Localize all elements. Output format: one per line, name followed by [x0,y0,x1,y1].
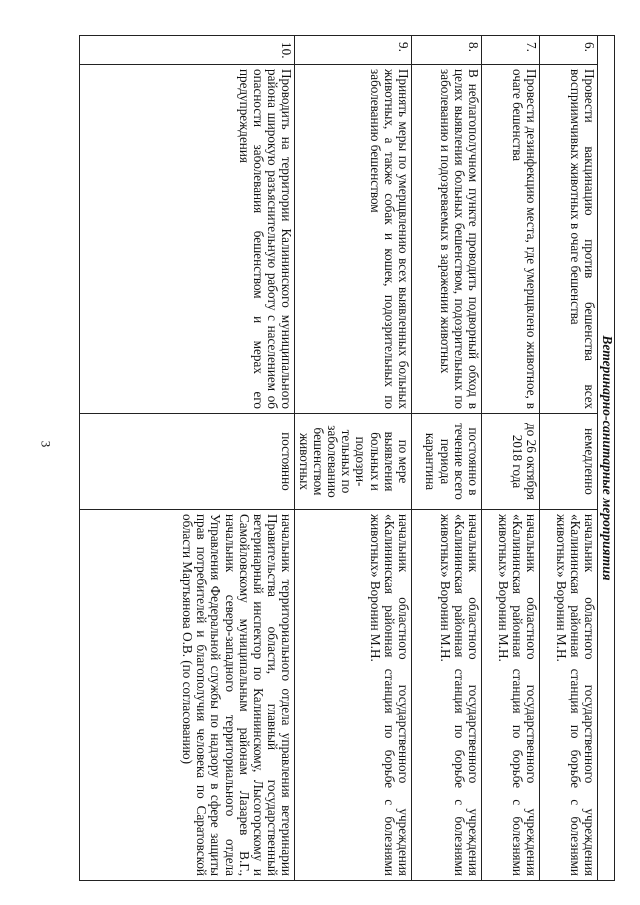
row-action: Провести дезинфекцию места, где умерщвлено животное, в очаге бешенства [482,65,540,414]
table-row [80,36,295,881]
row-term: постоянно в течение всего периода карантина [412,414,482,510]
row-action: Провести вакцинацию против бешенства всех восприимчивых животных в очаге бешенства [540,65,598,414]
row-responsible: начальник областного государственного учреждения «Калининская районная станция по борьбе с болезнями животных» Воронин М.Н. [295,510,412,881]
row-action: В неблагополучном пункте проводить подворный обход в целях выявления больных бешенством, подозрительных по заболеванию и подозреваемых в заражении животных [412,65,482,414]
measures-table [79,35,615,881]
row-responsible: начальник областного государственного учреждения «Калининская районная станция по борьбе с болезнями животных» Воронин М.Н. [540,510,598,881]
row-action: Проводить на территории Калининского муниципального района широкую разъяснительную работу с населением об опасности заболевания бешенством и мерах его предупреждения [80,65,295,414]
table-row [482,36,540,881]
row-responsible: начальник областного государственного учреждения «Калининская районная станция по борьбе с болезнями животных» Воронин М.Н. [412,510,482,881]
row-number: 8. [412,36,482,65]
row-number: 6. [540,36,598,65]
row-term: до 26 октября 2018 года [482,414,540,510]
table-row [295,36,412,881]
row-term: постоянно [80,414,295,510]
row-number: 10. [80,36,295,65]
section-title: Ветеринарно-санитарные мероприятия [598,36,615,881]
row-term: немедленно [540,414,598,510]
row-number: 9. [295,36,412,65]
row-term: по мере выявления больных и подозри-тельных по заболеванию бешенством животных [295,414,412,510]
row-action: Принять меры по умерщвлению всех выявленных больных животных, а также собак и кошек, подозрительных по заболеванию бешенством [295,65,412,414]
page-number: 3 [38,440,54,448]
rotated-table-container [88,35,615,880]
row-responsible: начальник областного государственного учреждения «Калининская районная станция по борьбе с болезнями животных» Воронин М.Н. [482,510,540,881]
section-header-row [598,36,615,881]
table-row [540,36,598,881]
table-row [412,36,482,881]
row-number: 7. [482,36,540,65]
row-responsible: начальник территориального отдела управления ветеринарии Правительства области, главный государственный ветеринарный инспектор по Калининскому, Лысогорскому и Самойловскому муниципальным районам Лазарев В.Г., начальник северо-западного территориального отдела Управления Федеральной службы по надзору в сфере защиты прав потребителей и благополучия человека по Саратовской области Мартьянова О.В. (по согласованию) [80,510,295,881]
